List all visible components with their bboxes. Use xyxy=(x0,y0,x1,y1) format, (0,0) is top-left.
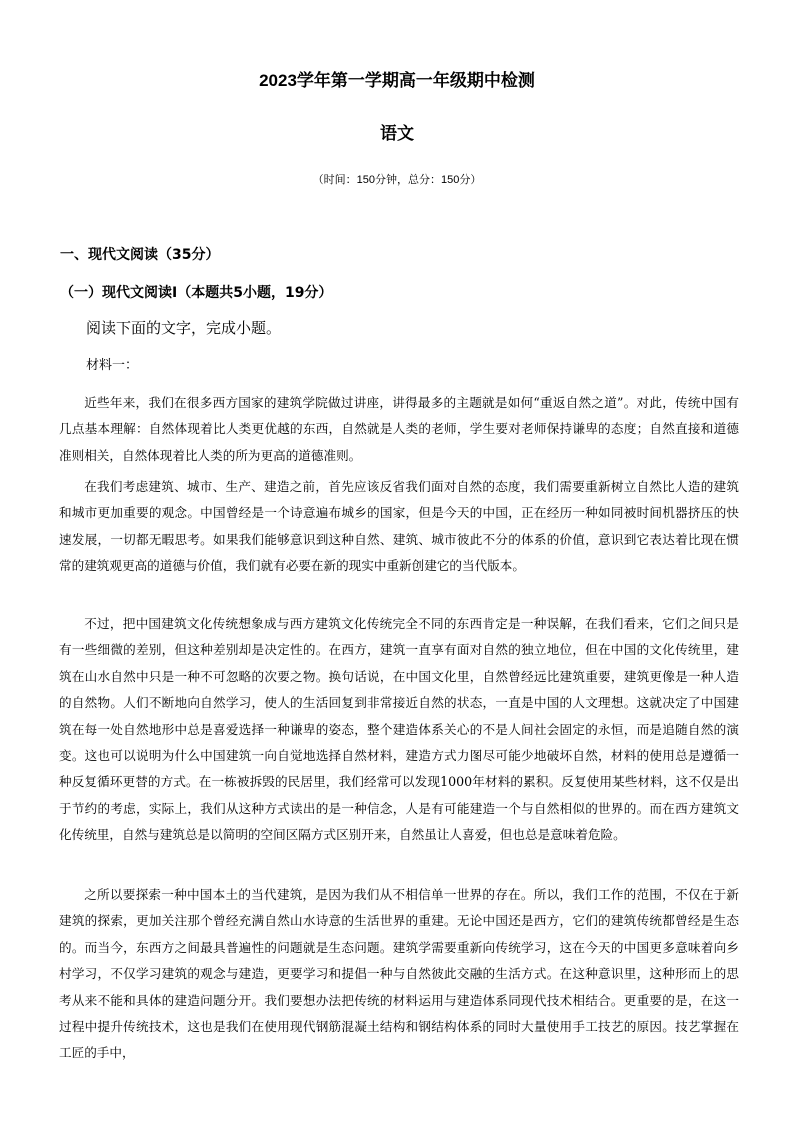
reading-instruction: 阅读下面的文字，完成小题。 xyxy=(86,319,282,337)
sub-section-heading: （一）现代文阅读Ⅰ（本题共5小题，19分） xyxy=(60,285,333,301)
time-info: （时间：150分钟，总分：150分） xyxy=(312,174,482,186)
section-heading: 一、现代文阅读（35分） xyxy=(60,247,220,263)
exam-title: 2023学年第一学期高一年级期中检测 xyxy=(259,71,535,90)
paragraph-4: 之所以要探索一种中国本土的当代建筑，是因为我们从不相信单一世界的存在。所以，我们工作的范围，不仅在于新建筑的探索，更加关注那个曾经充满自然山水诗意的生活世界的重建。无论中国还是西方，它们的建筑传统都曾经是生态的。而当今，东西方之间最具普遍性的问题就是生态问题。建筑学需要重新向传统学习，这在今天的中国更多意味着向乡村学习，不仅学习建筑的观念与建造，更要学习和提倡一种与自然彼此交融的生活方式。在这种意识里，这种形而上的思考从来不能和具体的建造问题分开。我们要想办法把传统的材料运用与建造体系同现代技术相结合。更重要的是，在这一过程中提升传统技术，这也是我们在使用现代钢筋混凝土结构和钢结构体系的同时大量使用手工技艺的原因。技艺掌握在工匠的手中， xyxy=(59,887,739,1061)
paragraph-1: 近些年来，我们在很多西方国家的建筑学院做过讲座，讲得最多的主题就是如何“重返自然之道”。对此，传统中国有几点基本理解：自然体现着比人类更优越的东西，自然就是人类的老师，学生要对老师保持谦卑的态度；自然直接和道德准则相关，自然体现着比人类的所为更高的道德准则。 xyxy=(59,395,739,463)
material-label: 材料一： xyxy=(86,358,139,373)
paragraph-3: 不过，把中国建筑文化传统想象成与西方建筑文化传统完全不同的东西肯定是一种误解，在我们看来，它们之间只是有一些细微的差别，但这种差别却是决定性的。在西方，建筑一直享有面对自然的独立地位，但在中国的文化传统里，建筑在山水自然中只是一种不可忽略的次要之物。换句话说，在中国文化里，自然曾经远比建筑重要，建筑更像是一种人造的自然物。人们不断地向自然学习，使人的生活回复到非常接近自然的状态，一直是中国的人文理想。这就决定了中国建筑在每一处自然地形中总是喜爱选择一种谦卑的姿态，整个建造体系关心的不是人间社会固定的永恒，而是追随自然的演变。这也可以说明为什么中国建筑一向自觉地选择自然材料，建造方式力图尽可能少地破坏自然，材料的使用总是遵循一种反复循环更替的方式。在一栋被拆毁的民居里，我们经常可以发现1000年材料的累积。反复使用某些材料，这不仅是出于节约的考虑，实际上，我们从这种方式读出的是一种信念，人是有可能建造一个与自然相似的世界的。而在西方建筑文化传统里，自然与建筑总是以简明的空间区隔方式区别开来，自然虽让人喜爱，但也总是意味着危险。 xyxy=(59,616,739,843)
subject-title: 语文 xyxy=(380,124,414,143)
paragraph-2: 在我们考虑建筑、城市、生产、建造之前，首先应该反省我们面对自然的态度，我们需要重新树立自然比人造的建筑和城市更加重要的观念。中国曾经是一个诗意遍布城乡的国家，但是今天的中国，正在经历一种如同被时间机器挤压的快速发展，一切都无暇思考。如果我们能够意识到这种自然、建筑、城市彼此不分的体系的价值，意识到它表达着比现在惯常的建筑观更高的道德与价值，我们就有必要在新的现实中重新创建它的当代版本。 xyxy=(59,479,739,574)
